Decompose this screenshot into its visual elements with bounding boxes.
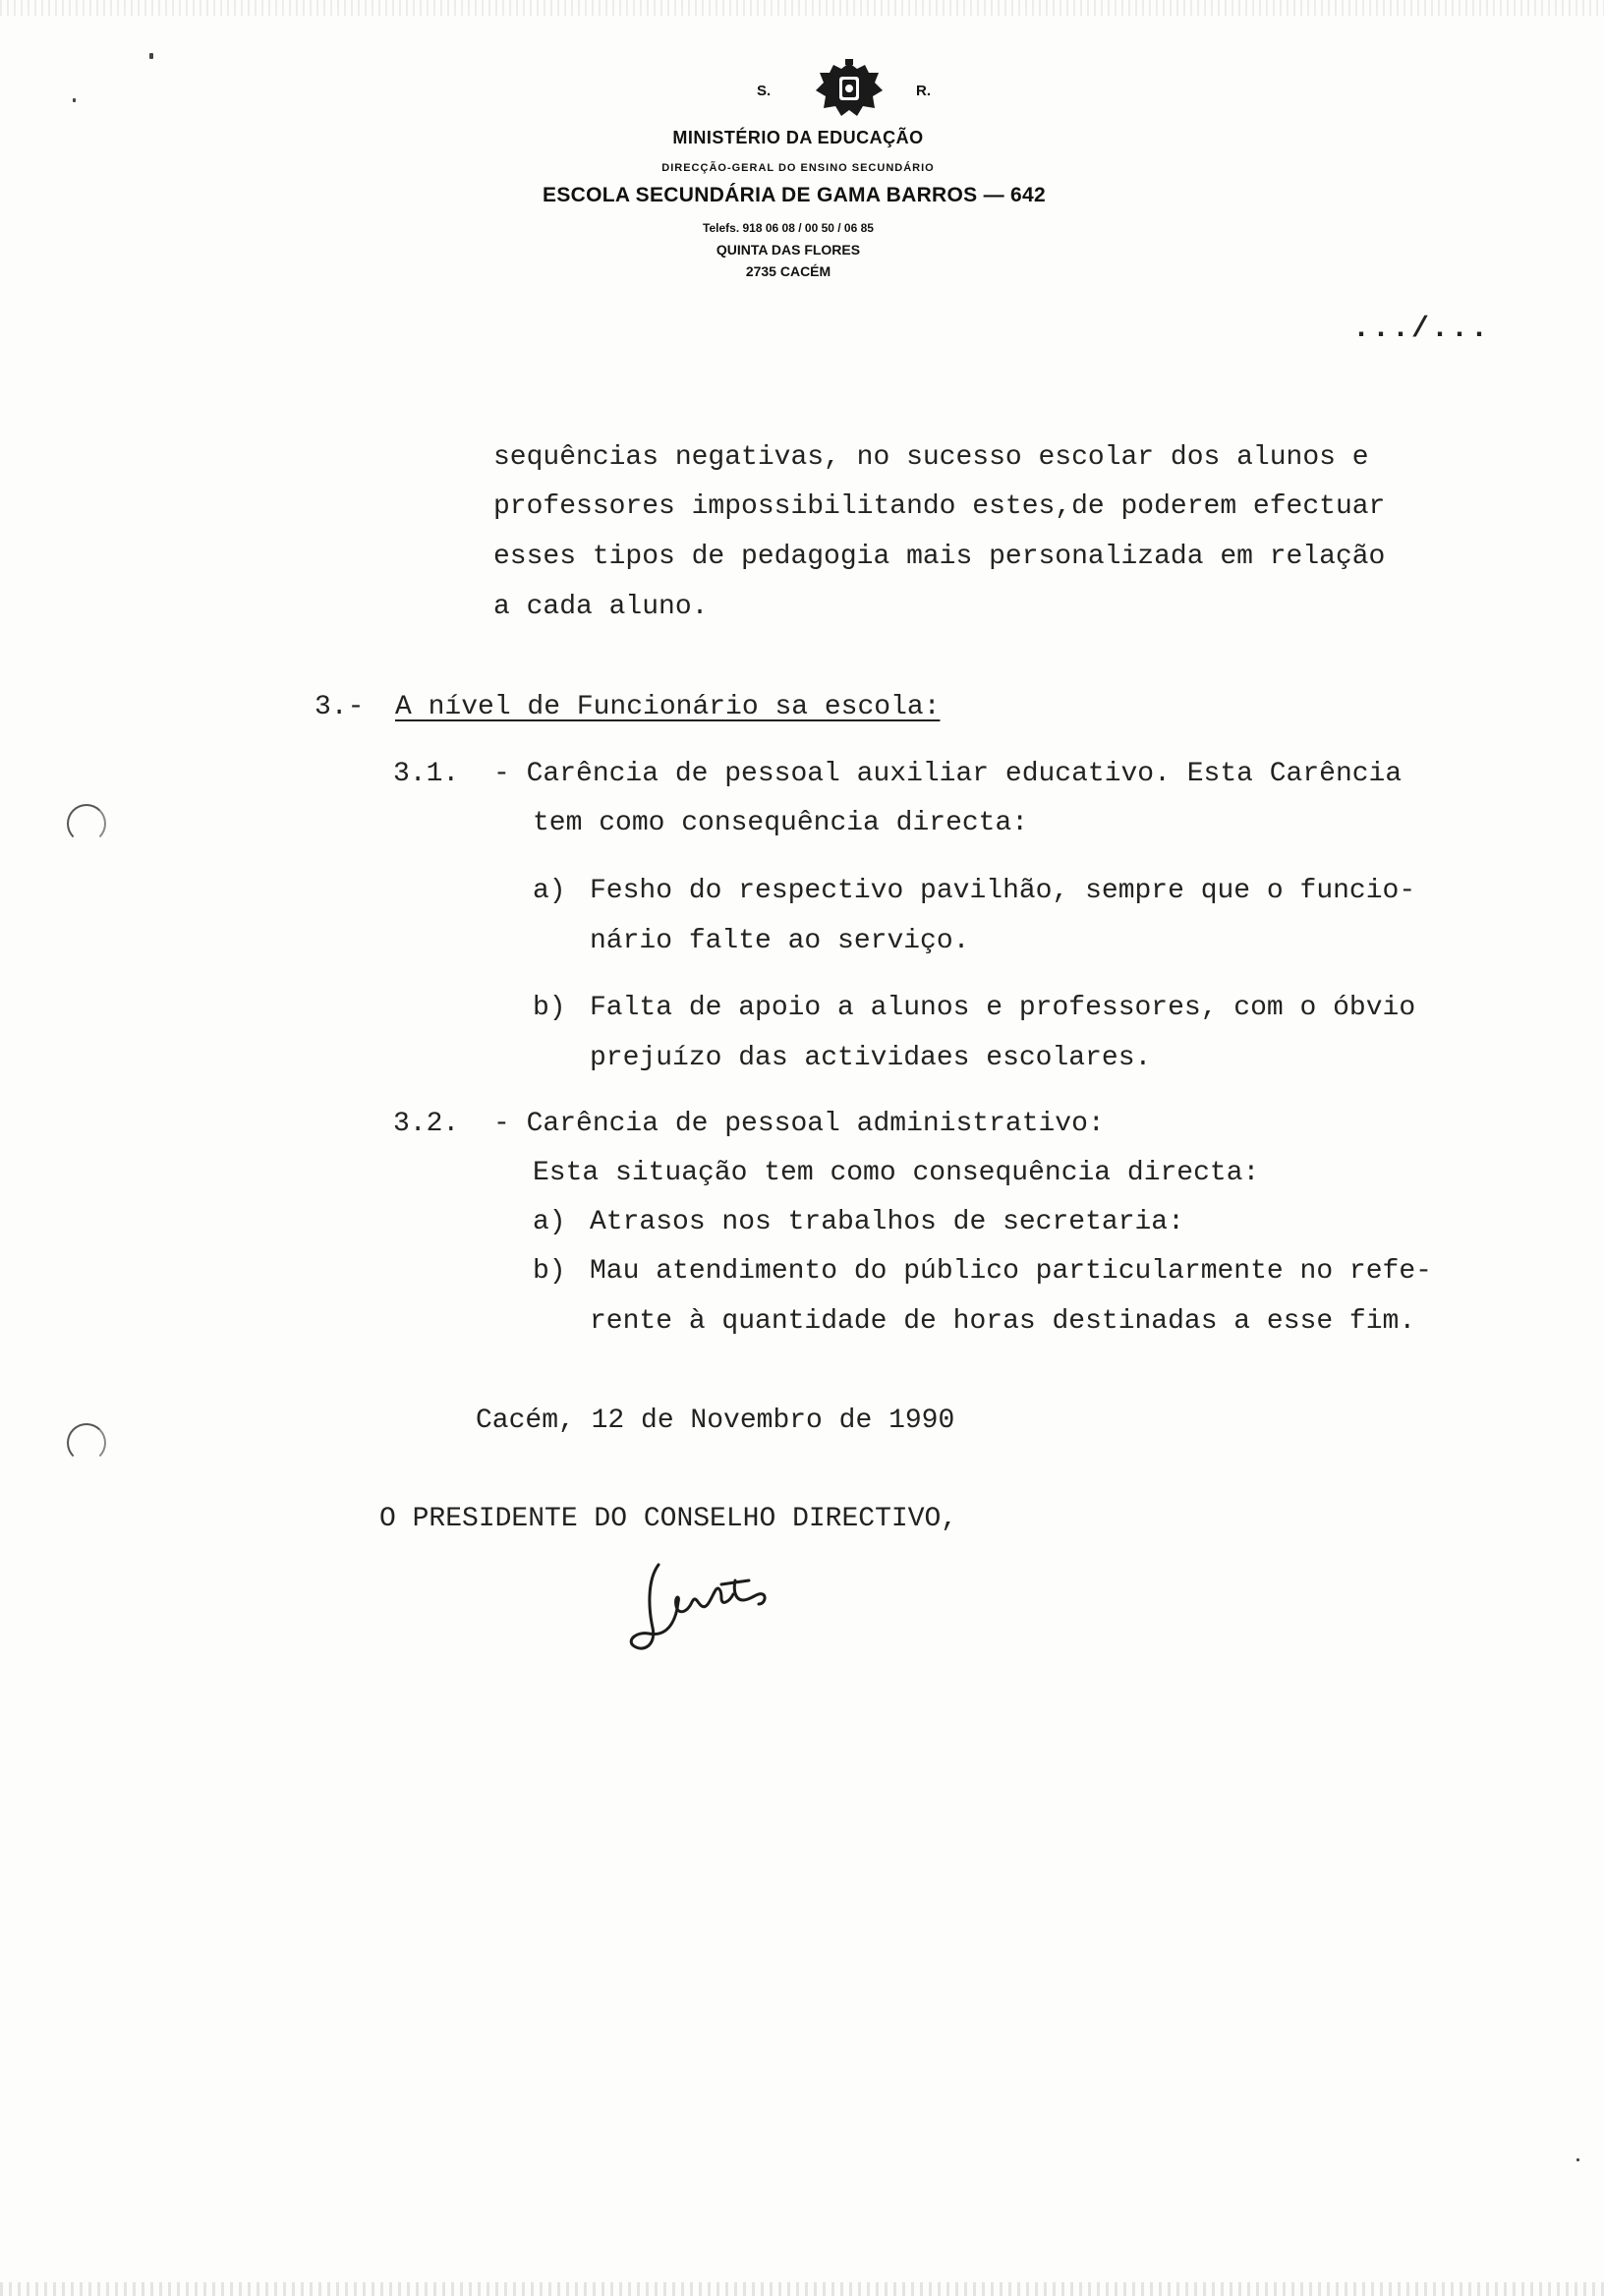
intro-line: a cada aluno. [493,592,709,622]
subitem-line: Falta de apoio a alunos e professores, com o óbvio [590,993,1416,1023]
item-line: Esta situação tem como consequência directa: [533,1158,1260,1188]
scan-speck [1576,2158,1579,2161]
section-title: A nível de Funcionário sa escola: [395,692,941,722]
continuation-mark: .../... [1352,313,1491,346]
subitem-line: rente à quantidade de horas destinadas a esse fim. [590,1306,1416,1337]
scan-edge-top [0,0,1604,16]
scan-speck [73,98,76,102]
item-number: 3.1. [393,759,460,789]
school-name: ESCOLA SECUNDÁRIA DE GAMA BARROS — 642 [543,184,1046,206]
intro-line: sequências negativas, no sucesso escolar dos alunos e [493,442,1369,473]
binder-hole [67,804,106,843]
item-line: tem como consequência directa: [533,808,1029,838]
subitem-line: Mau atendimento do público particularmente no refe- [590,1256,1432,1287]
phone-numbers: Telefs. 918 06 08 / 00 50 / 06 85 [703,221,874,235]
intro-line: esses tipos de pedagogia mais personalizada em relação [493,542,1386,572]
crest-row [0,59,1604,126]
intro-line: professores impossibilitando estes,de poderem efectuar [493,491,1386,522]
directorate-title: DIRECÇÃO-GERAL DO ENSINO SECUNDÁRIO [661,162,935,174]
item-line: - Carência de pessoal auxiliar educativo. Esta Carência [493,759,1403,789]
letterhead [0,59,1604,282]
binder-hole [67,1423,106,1463]
city-line: 2735 CACÉM [745,263,831,279]
subitem-line: nário falte ao serviço. [590,926,970,956]
scan-edge-bottom [0,2282,1604,2296]
subitem-label: a) [533,876,566,906]
section-number: 3.- [315,692,365,722]
scan-speck [149,53,153,59]
subitem-label: b) [533,1256,566,1287]
coat-of-arms-icon [810,59,888,122]
date-line: Cacém, 12 de Novembro de 1990 [476,1406,955,1436]
subitem-label: a) [533,1207,566,1237]
ministry-title: MINISTÉRIO DA EDUCAÇÃO [672,128,924,147]
subitem-line: prejuízo das actividaes escolares. [590,1043,1152,1073]
crest-letter-r: R. [916,83,931,99]
handwritten-signature [619,1551,796,1669]
subitem-line: Atrasos nos trabalhos de secretaria: [590,1207,1184,1237]
subitem-label: b) [533,993,566,1023]
signatory-title: O PRESIDENTE DO CONSELHO DIRECTIVO, [379,1504,958,1534]
item-line: - Carência de pessoal administrativo: [493,1109,1105,1139]
crest-letter-s: S. [757,83,772,99]
address-line: QUINTA DAS FLORES [716,242,861,258]
item-number: 3.2. [393,1109,460,1139]
subitem-line: Fesho do respectivo pavilhão, sempre que o funcio- [590,876,1416,906]
